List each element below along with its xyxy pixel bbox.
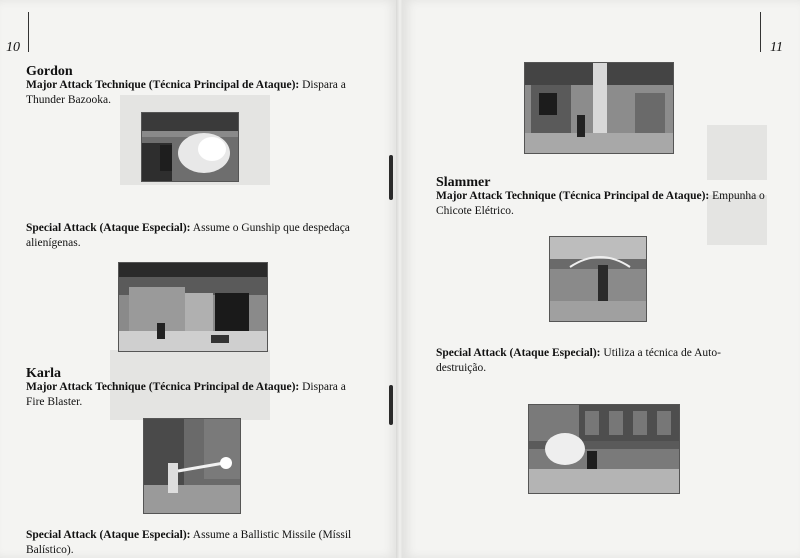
gordon-bazooka-screenshot xyxy=(141,112,239,182)
special-attack-text: Utiliza a técnica de Auto-destruição. xyxy=(436,347,721,374)
character-name-karla: Karla xyxy=(26,366,61,381)
gordon-major-attack xyxy=(26,78,366,108)
character-name-gordon: Gordon xyxy=(26,64,73,79)
major-attack-text: Dispara a Thunder Bazooka. xyxy=(26,79,346,106)
major-attack-label: Major Attack Technique (Técnica Principal de Ataque): xyxy=(26,79,300,91)
special-attack-text: Assume a Ballistic Missile (Míssil Balístico). xyxy=(26,529,352,556)
special-attack-label: Special Attack (Ataque Especial): xyxy=(26,222,191,234)
special-attack-label: Special Attack (Ataque Especial): xyxy=(436,347,601,359)
page-edge-line xyxy=(760,12,761,52)
special-attack-text: Assume o Gunship que despedaça alienígenas. xyxy=(26,222,350,249)
page-number: 11 xyxy=(770,40,783,55)
karla-major-attack xyxy=(26,380,366,410)
slammer-whip-screenshot xyxy=(549,236,647,322)
page-edge-line xyxy=(28,12,29,52)
show-through-image xyxy=(707,125,767,180)
karla-fire-blaster-screenshot xyxy=(143,418,241,514)
major-attack-label: Major Attack Technique (Técnica Principal de Ataque): xyxy=(436,190,710,202)
slammer-special-attack xyxy=(436,346,736,376)
left-page xyxy=(0,0,398,558)
page-number: 10 xyxy=(6,40,20,55)
major-attack-text: Dispara a Fire Blaster. xyxy=(26,381,346,408)
staple-top xyxy=(389,155,393,200)
right-page xyxy=(402,0,800,558)
slammer-scene-screenshot xyxy=(524,62,674,154)
character-name-slammer: Slammer xyxy=(436,175,491,190)
special-attack-label: Special Attack (Ataque Especial): xyxy=(26,529,191,541)
karla-special-attack xyxy=(26,528,376,558)
gordon-special-attack xyxy=(26,221,366,251)
slammer-major-attack xyxy=(436,189,766,219)
staple-bottom xyxy=(389,385,393,425)
slammer-self-destruct-screenshot xyxy=(528,404,680,494)
major-attack-label: Major Attack Technique (Técnica Principal de Ataque): xyxy=(26,381,300,393)
gordon-gunship-screenshot xyxy=(118,262,268,352)
major-attack-text: Empunha o Chicote Elétrico. xyxy=(436,190,765,217)
